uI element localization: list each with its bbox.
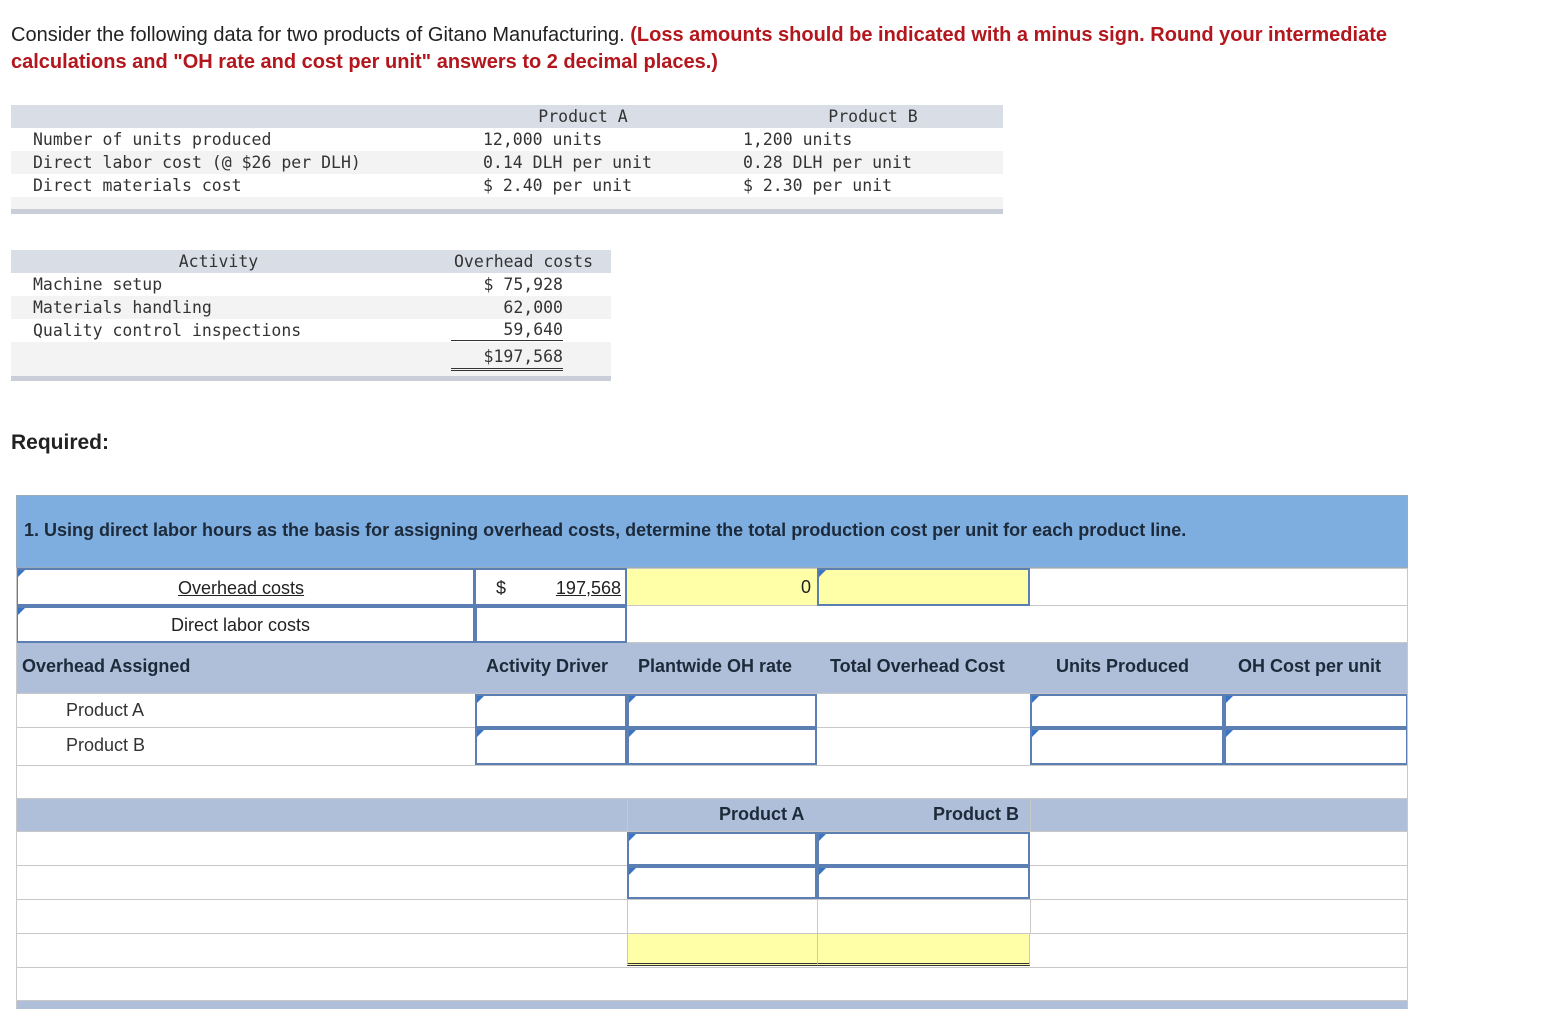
activity-driver-header: Activity Driver [486,656,609,676]
overhead-assigned-header [16,643,1408,694]
column-divider [627,900,628,934]
cost-header-product-b: Product B [933,804,1020,824]
spacer-row [16,766,1408,799]
question-bar [16,495,1408,568]
currency-sign: $ [496,578,507,598]
activity-cost: $ 75,928 [483,275,563,294]
product-a-oh-per-unit-input[interactable] [1224,694,1408,728]
cost-per-unit-header [16,799,1408,832]
plantwide-rate-result [627,568,817,606]
product-a-value: $ 2.40 per unit [483,176,633,195]
overhead-costs-label-select[interactable] [16,568,475,606]
overhead-table-header [11,250,611,273]
table-row [11,296,611,319]
cost-row1-product-b-input[interactable] [817,832,1030,866]
cost-row2-product-a-input[interactable] [627,866,817,899]
problem-intro [11,22,1431,76]
activity-cost: 62,000 [503,298,563,317]
intro-text: Consider the following data for two products of Gitano Manufacturing. [11,24,625,46]
product-a-units-input[interactable] [1030,694,1224,728]
activity-name: Machine setup [33,275,163,294]
worksheet-right-border [1407,568,1408,1009]
product-b-units-input[interactable] [1030,728,1224,765]
overhead-total: $197,568 [451,346,563,371]
worksheet-left-border [16,568,17,1009]
direct-labor-label: Direct labor costs [171,615,311,635]
column-divider [817,900,818,934]
product-table-header [11,105,1003,128]
oh-cost-per-unit-header: OH Cost per unit [1238,656,1381,676]
table-row [11,319,611,342]
product-a-rate-input[interactable] [627,694,817,728]
header-activity: Activity [178,252,259,271]
product-b-label: Product B [66,735,146,755]
question-text: 1. Using direct labor hours as the basis for assigning overhead costs, determine the total production cost per unit for each product line. [24,520,1187,540]
product-b-value: $ 2.30 per unit [743,176,893,195]
row-label: Direct materials cost [33,176,242,195]
rate-result-value: 0 [800,577,811,597]
column-divider [627,799,628,832]
overhead-costs-value-cell[interactable] [475,568,627,606]
product-b-value: 0.28 DLH per unit [743,153,912,172]
activity-cost: 59,640 [451,319,563,341]
row-label: Direct labor cost (@ $26 per DLH) [33,153,361,172]
total-cost-product-b [817,934,1030,966]
header-product-a: Product A [538,107,628,126]
table-row [11,128,1003,151]
cost-row2-product-b-input[interactable] [817,866,1030,899]
overhead-assigned-title: Overhead Assigned [22,656,191,676]
activity-name: Quality control inspections [33,321,302,340]
table-row [11,174,1003,197]
overhead-costs-label: Overhead costs [178,578,305,598]
cost-row1-product-a-input[interactable] [627,832,817,866]
product-a-driver-input[interactable] [475,694,627,728]
direct-labor-label-select[interactable] [16,606,475,643]
column-divider [1030,900,1031,934]
table-footer-spacer [11,197,1003,209]
product-data-table [11,105,1003,214]
overhead-costs-table [11,250,611,381]
table-bottom-rule [11,209,1003,214]
plantwide-rate-header: Plantwide OH rate [638,656,793,676]
product-b-oh-per-unit-input[interactable] [1224,728,1408,765]
total-overhead-header: Total Overhead Cost [830,656,1005,676]
units-produced-header: Units Produced [1056,656,1190,676]
product-b-rate-input[interactable] [627,728,817,765]
column-divider [1030,799,1031,832]
header-product-b: Product B [828,107,918,126]
row-label: Number of units produced [33,130,272,149]
product-a-value: 0.14 DLH per unit [483,153,652,172]
table-row [11,151,1003,174]
product-a-value: 12,000 units [483,130,603,149]
worksheet-bottom-band [16,1001,1408,1009]
product-b-driver-input[interactable] [475,728,627,765]
table-bottom-rule [11,376,611,381]
overhead-total-row [11,342,611,376]
activity-name: Materials handling [33,298,212,317]
product-a-label: Product A [66,700,145,720]
cost-header-product-a: Product A [719,804,805,824]
overhead-costs-value: 197,568 [555,578,621,598]
header-overhead-costs: Overhead costs [453,252,594,271]
direct-labor-input[interactable] [475,606,627,643]
spacer-row [16,968,1408,1001]
total-cost-product-a [627,934,817,966]
intro-instruction: (Loss amounts should be indicated with a minus sign. Round your intermediate calculations and "OH rate and cost per unit" answers to 2 decimal places.) [11,24,1387,73]
cost-row [16,900,1408,934]
answer-worksheet [16,495,1408,1009]
table-row [11,273,611,296]
product-b-value: 1,200 units [743,130,853,149]
rate-unit-input[interactable] [817,568,1030,606]
required-heading: Required: [11,431,110,454]
